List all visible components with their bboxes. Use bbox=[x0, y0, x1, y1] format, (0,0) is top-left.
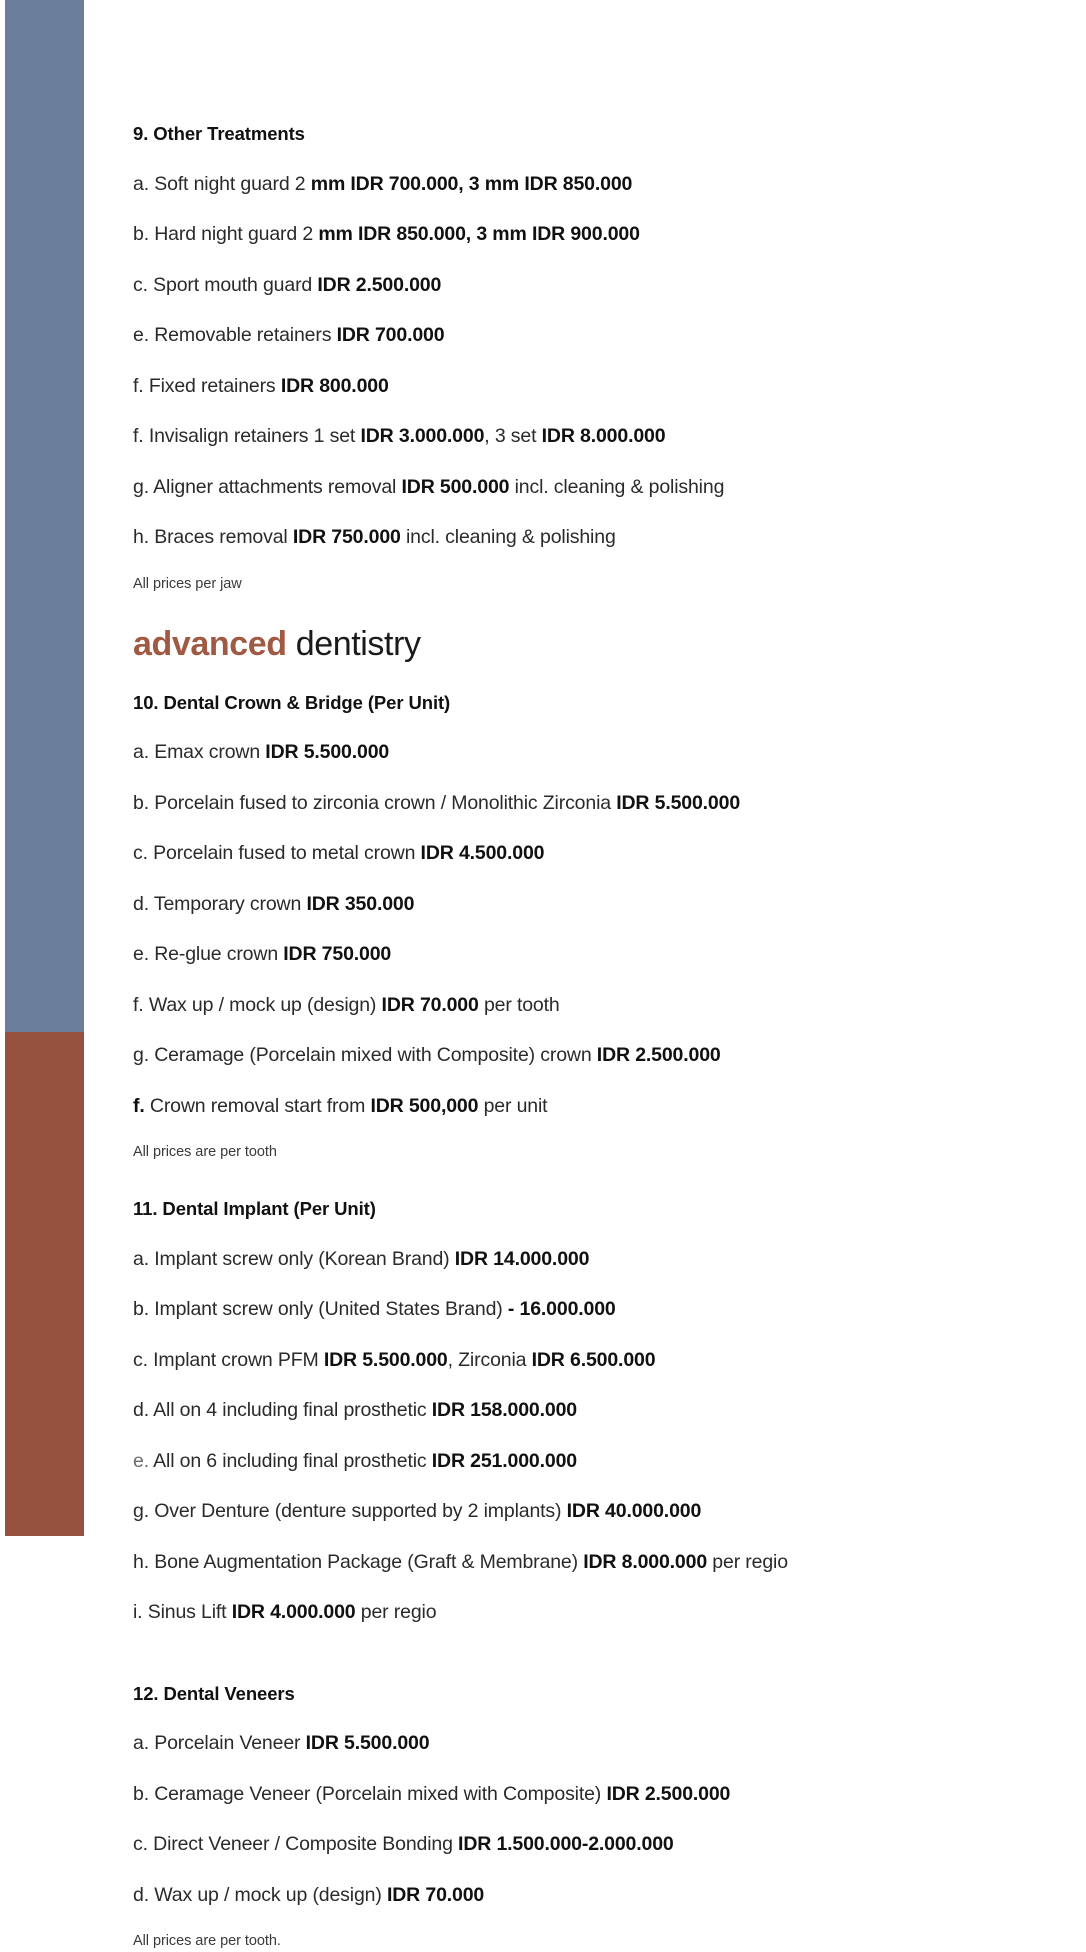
price-list-item bbox=[133, 1728, 1013, 1759]
list-item-marker: b. bbox=[133, 1783, 149, 1805]
side-rail-white-edge bbox=[0, 0, 5, 1536]
price-value: IDR 5.500.000 bbox=[265, 741, 389, 763]
item-description: Ceramage Veneer (Porcelain mixed with Composite) bbox=[149, 1783, 606, 1805]
list-item-marker: b. bbox=[133, 792, 149, 814]
item-description: Bone Augmentation Package (Graft & Membrane) bbox=[149, 1551, 583, 1573]
price-section bbox=[133, 118, 1013, 595]
item-description: per tooth bbox=[479, 994, 560, 1016]
price-list-item bbox=[133, 421, 1013, 452]
item-description: Removable retainers bbox=[149, 324, 337, 346]
price-value: IDR 3.000.000 bbox=[360, 425, 484, 447]
section-spacer bbox=[133, 1648, 1013, 1678]
price-value: IDR 8.000.000 bbox=[542, 425, 666, 447]
list-item-marker: c. bbox=[133, 1349, 148, 1371]
item-description: Fixed retainers bbox=[144, 375, 281, 397]
item-description: Temporary crown bbox=[149, 893, 306, 915]
list-item-marker: a. bbox=[133, 1732, 149, 1754]
item-description: Implant crown PFM bbox=[148, 1349, 324, 1371]
list-item-marker: a. bbox=[133, 173, 149, 195]
price-value: IDR 14.000.000 bbox=[455, 1248, 590, 1270]
list-item-marker: f. bbox=[133, 994, 144, 1016]
price-list-item bbox=[133, 1395, 1013, 1426]
item-description: Direct Veneer / Composite Bonding bbox=[148, 1833, 458, 1855]
price-list-item bbox=[133, 1880, 1013, 1911]
price-value: IDR 158.000.000 bbox=[432, 1399, 577, 1421]
item-description: Porcelain fused to zirconia crown / Monolithic Zirconia bbox=[149, 792, 616, 814]
section-heading: 12. Dental Veneers bbox=[133, 1678, 1013, 1709]
item-description: Aligner attachments removal bbox=[149, 476, 402, 498]
price-section bbox=[133, 1678, 1013, 1952]
price-list-item bbox=[133, 1294, 1013, 1325]
item-description: Implant screw only (United States Brand) bbox=[149, 1298, 508, 1320]
list-item-marker: d. bbox=[133, 893, 149, 915]
list-item-marker: b. bbox=[133, 223, 149, 245]
section-footnote: All prices are per tooth. bbox=[133, 1930, 1013, 1952]
item-description: Porcelain Veneer bbox=[149, 1732, 306, 1754]
item-description: , 3 set bbox=[484, 425, 541, 447]
item-description: Implant screw only (Korean Brand) bbox=[149, 1248, 455, 1270]
item-description: Sinus Lift bbox=[142, 1601, 231, 1623]
price-list-item bbox=[133, 1091, 1013, 1122]
price-list-item bbox=[133, 737, 1013, 768]
price-list-item bbox=[133, 270, 1013, 301]
price-value: IDR 70.000 bbox=[382, 994, 479, 1016]
item-description: , Zirconia bbox=[448, 1349, 532, 1371]
price-list-item bbox=[133, 1040, 1013, 1071]
price-value: IDR 500,000 bbox=[370, 1095, 478, 1117]
price-value: IDR 2.500.000 bbox=[597, 1044, 721, 1066]
list-item-marker: h. bbox=[133, 526, 149, 548]
section-spacer bbox=[133, 1163, 1013, 1193]
section-footnote: All prices per jaw bbox=[133, 573, 1013, 595]
price-list-item bbox=[133, 219, 1013, 250]
decorative-side-rail bbox=[0, 0, 84, 1536]
price-list-item bbox=[133, 522, 1013, 553]
item-description: All on 6 including final prosthetic bbox=[149, 1450, 432, 1472]
price-section bbox=[133, 1193, 1013, 1628]
price-value: IDR 6.500.000 bbox=[532, 1349, 656, 1371]
list-item-marker: e. bbox=[133, 1450, 149, 1472]
list-item-marker: e. bbox=[133, 324, 149, 346]
price-value: IDR 800.000 bbox=[281, 375, 389, 397]
list-item-marker: f. bbox=[133, 1095, 145, 1117]
brand-heading bbox=[133, 617, 1013, 671]
price-list-item bbox=[133, 939, 1013, 970]
item-description: Crown removal start from bbox=[145, 1095, 371, 1117]
list-item-marker: f. bbox=[133, 375, 144, 397]
item-description: Invisalign retainers 1 set bbox=[144, 425, 361, 447]
price-list-item bbox=[133, 788, 1013, 819]
price-value: IDR 700.000 bbox=[337, 324, 445, 346]
price-value: IDR 70.000 bbox=[387, 1884, 484, 1906]
price-list-item bbox=[133, 371, 1013, 402]
item-description: Sport mouth guard bbox=[148, 274, 318, 296]
item-description: per unit bbox=[478, 1095, 547, 1117]
price-value: IDR 2.500.000 bbox=[606, 1783, 730, 1805]
list-item-marker: i. bbox=[133, 1601, 142, 1623]
price-list-item bbox=[133, 1345, 1013, 1376]
price-list-content bbox=[133, 0, 1013, 1952]
section-footnote: All prices are per tooth bbox=[133, 1141, 1013, 1163]
section-heading: 10. Dental Crown & Bridge (Per Unit) bbox=[133, 687, 1013, 718]
item-description: Hard night guard 2 bbox=[149, 223, 318, 245]
item-description: Porcelain fused to metal crown bbox=[148, 842, 421, 864]
price-list-item bbox=[133, 1829, 1013, 1860]
price-value: IDR 40.000.000 bbox=[567, 1500, 702, 1522]
price-list-item bbox=[133, 1496, 1013, 1527]
item-description: Emax crown bbox=[149, 741, 265, 763]
item-description: per regio bbox=[356, 1601, 437, 1623]
price-value: IDR 5.500.000 bbox=[306, 1732, 430, 1754]
list-item-marker: c. bbox=[133, 274, 148, 296]
list-item-marker: g. bbox=[133, 1500, 149, 1522]
price-value: IDR 750.000 bbox=[283, 943, 391, 965]
item-description: Braces removal bbox=[149, 526, 293, 548]
price-list-item bbox=[133, 1446, 1013, 1477]
item-description: Soft night guard 2 bbox=[149, 173, 311, 195]
item-description: Wax up / mock up (design) bbox=[144, 994, 382, 1016]
list-item-marker: f. bbox=[133, 425, 144, 447]
side-rail-bottom-segment bbox=[0, 1032, 84, 1536]
price-value: IDR 500.000 bbox=[402, 476, 510, 498]
list-item-marker: d. bbox=[133, 1399, 149, 1421]
price-list-item bbox=[133, 472, 1013, 503]
list-item-marker: g. bbox=[133, 476, 149, 498]
price-list-item bbox=[133, 990, 1013, 1021]
price-list-item bbox=[133, 1244, 1013, 1275]
price-value: IDR 1.500.000-2.000.000 bbox=[458, 1833, 674, 1855]
list-item-marker: c. bbox=[133, 1833, 148, 1855]
price-value: IDR 5.500.000 bbox=[616, 792, 740, 814]
item-description: incl. cleaning & polishing bbox=[509, 476, 724, 498]
section-heading: 9. Other Treatments bbox=[133, 118, 1013, 149]
list-item-marker: a. bbox=[133, 741, 149, 763]
list-item-marker: g. bbox=[133, 1044, 149, 1066]
side-rail-top-segment bbox=[0, 0, 84, 1032]
price-value: - 16.000.000 bbox=[508, 1298, 616, 1320]
list-item-marker: d. bbox=[133, 1884, 149, 1906]
price-value: IDR 8.000.000 bbox=[583, 1551, 707, 1573]
list-item-marker: a. bbox=[133, 1248, 149, 1270]
price-list-item bbox=[133, 169, 1013, 200]
price-list-item bbox=[133, 838, 1013, 869]
price-list-item bbox=[133, 320, 1013, 351]
list-item-marker: c. bbox=[133, 842, 148, 864]
price-value: IDR 4.500.000 bbox=[421, 842, 545, 864]
price-value: IDR 251.000.000 bbox=[432, 1450, 577, 1472]
list-item-marker: h. bbox=[133, 1551, 149, 1573]
price-value: IDR 750.000 bbox=[293, 526, 401, 548]
list-item-marker: e. bbox=[133, 943, 149, 965]
price-list-item bbox=[133, 889, 1013, 920]
item-description: Re-glue crown bbox=[149, 943, 283, 965]
price-value: mm IDR 700.000, 3 mm IDR 850.000 bbox=[311, 173, 632, 195]
item-description: All on 4 including final prosthetic bbox=[149, 1399, 432, 1421]
price-value: mm IDR 850.000, 3 mm IDR 900.000 bbox=[318, 223, 639, 245]
item-description: incl. cleaning & polishing bbox=[401, 526, 616, 548]
item-description: Wax up / mock up (design) bbox=[149, 1884, 387, 1906]
price-list-item bbox=[133, 1547, 1013, 1578]
price-list-item bbox=[133, 1597, 1013, 1628]
price-value: IDR 5.500.000 bbox=[324, 1349, 448, 1371]
section-heading: 11. Dental Implant (Per Unit) bbox=[133, 1193, 1013, 1224]
price-list-item bbox=[133, 1779, 1013, 1810]
brand-heading-light: dentistry bbox=[287, 625, 421, 663]
list-item-marker: b. bbox=[133, 1298, 149, 1320]
item-description: Ceramage (Porcelain mixed with Composite) crown bbox=[149, 1044, 597, 1066]
item-description: Over Denture (denture supported by 2 implants) bbox=[149, 1500, 567, 1522]
price-value: IDR 350.000 bbox=[306, 893, 414, 915]
price-section bbox=[133, 687, 1013, 1164]
item-description: per regio bbox=[707, 1551, 788, 1573]
brand-heading-strong: advanced bbox=[133, 625, 287, 663]
price-value: IDR 2.500.000 bbox=[317, 274, 441, 296]
price-value: IDR 4.000.000 bbox=[232, 1601, 356, 1623]
